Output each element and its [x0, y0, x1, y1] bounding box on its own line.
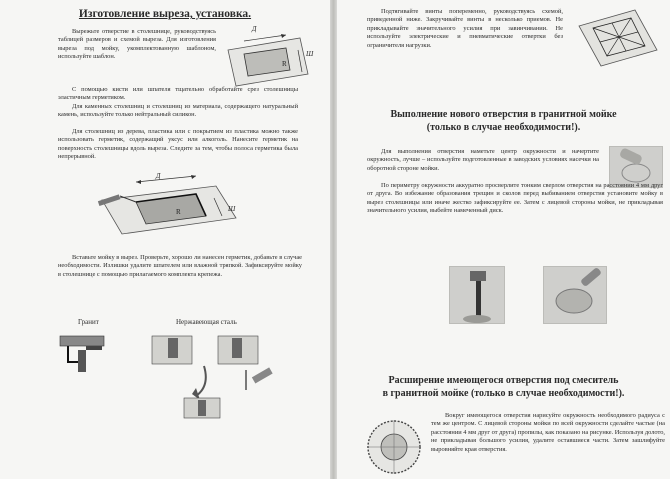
- paragraph-stone: Для каменных столешниц и столешниц из материала, содержащего натуральный камень, используйте только нейтральный силикон.: [58, 103, 298, 119]
- right-page: [337, 0, 670, 479]
- paragraph-mark-center: Для выполнения отверстия наметьте центр окружности и начертите окружность, лучше – используйте подготовленные в заводских условиях насечки на оборотной стороне мойки.: [367, 148, 599, 172]
- left-heading: Изготовление выреза, установка.: [78, 8, 252, 20]
- heading-new-hole-note: (только в случае необходимости!).: [426, 122, 581, 133]
- dim-r-label: R: [282, 60, 287, 68]
- heading-enlarge-hole-note: в гранитной мойке (только в случае необходимости!).: [382, 388, 625, 399]
- cutout-sketch-illustration: [222, 28, 312, 90]
- sealant-illustration: [96, 172, 246, 236]
- paragraph-drill: По периметру окружности аккуратно просверлите тонким сверлом отверстия на расстоянии 4 мм друг от друга. Во избежание образования трещин и сколов перед выбиванием отверстия установите мойку в вырез столешницы или иначе жестко зафиксируйте ее. Затем с лицевой стороны мойки, не прикладывая значительного усилия, выбейте намеченный диск.: [367, 182, 663, 215]
- paragraph-wood: Для столешниц из дерева, пластика или с покрытием из пластика можно также использовать герметик, содержащий уксус или алкоголь. Нанесите герметик на поверхность столешницы вдоль выреза. Следите за тем, чтобы полоса герметика была непрерывной.: [58, 128, 298, 161]
- heading-enlarge-hole: Расширение имеющегося отверстия под смеситель: [388, 375, 619, 386]
- heading-new-hole: Выполнение нового отверстия в гранитной мойке: [390, 109, 617, 120]
- screw-scheme-illustration: [575, 6, 661, 70]
- dim-d-label-middle: Д: [156, 172, 161, 180]
- left-page: [0, 0, 330, 479]
- paragraph-enlarge: Вокруг имеющегося отверстия нарисуйте окружность необходимого радиуса с тем же центром. С лицевой стороны мойки по всей окружности сделайте частые (на расстоянии 4 мм друг от друга) пропилы, как показано на рисунке. Используя долото, не прикладывая большого усилия, удалите оставшиеся части. Затем зашлифуйте выровняйте края отверстия.: [431, 412, 665, 453]
- paragraph-tighten-screws: Подтягивайте винты попеременно, руководствуясь схемой, приведенной ниже. Закручивайте винты в несколько приемов. Не прикладывайте значительного усилия при завинчивании. Не используйте электрические и пневматические отвертки без ограничителя нагрузки.: [367, 8, 563, 49]
- enlarge-hole-diagram: [365, 418, 423, 476]
- photo-hammer: [449, 266, 505, 324]
- dim-w-label-top: Ш: [306, 50, 314, 58]
- label-granite: Гранит: [78, 318, 99, 326]
- steel-clamp-illustration: [148, 330, 288, 422]
- paragraph-cutout: Вырежьте отверстие в столешнице, руководствуясь таблицей размеров и схемой выреза. Для изготовления выреза под мойку, укомплектованную шаблоном, используйте шаблон.: [58, 28, 216, 61]
- paragraph-insert-sink: Вставьте мойку в вырез. Проверьте, хорошо ли нанесен герметик, добавьте в случае необходимости. Излишки удалите шпателем или влажной тряпкой. Зафиксируйте мойку в столешнице с помощью прилагаемого комплекта крепежа.: [58, 254, 302, 278]
- granite-clamp-illustration: [58, 332, 108, 378]
- dim-d-label-top: Д: [252, 25, 257, 33]
- dim-r-label-middle: R: [176, 208, 181, 216]
- paragraph-sealant: С помощью кисти или шпателя тщательно обработайте срез столешницы эластичным герметиком.: [58, 86, 298, 102]
- label-stainless-steel: Нержавеющая сталь: [176, 318, 237, 326]
- book-gutter: [330, 0, 337, 479]
- dim-w-label-middle: Ш: [228, 205, 236, 213]
- photo-knocked-disc: [543, 266, 607, 324]
